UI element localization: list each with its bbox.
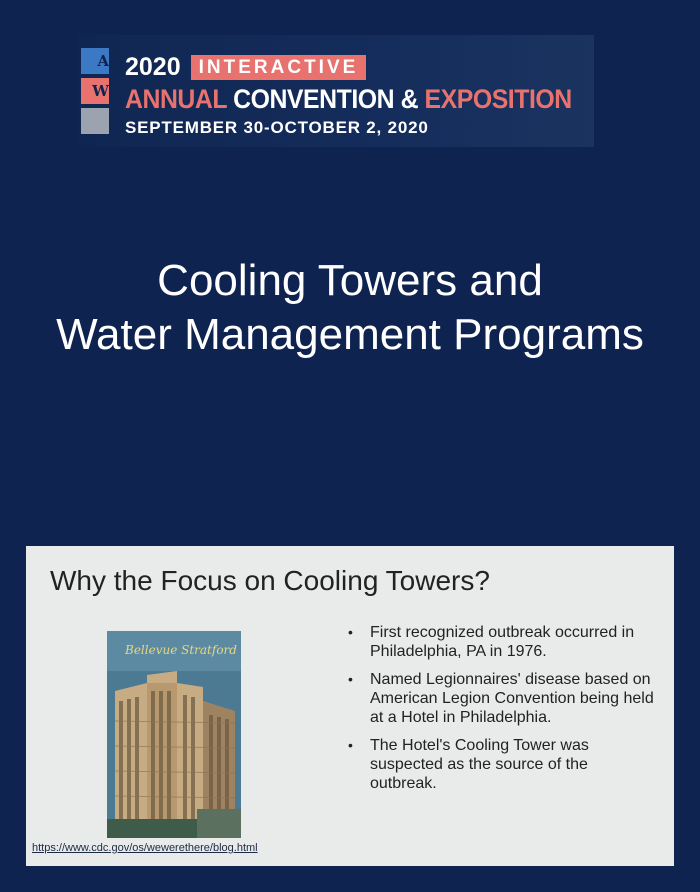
title-line-1: Cooling Towers and: [157, 256, 543, 305]
bullet-item: • First recognized outbreak occurred in Philadelphia, PA in 1976.: [346, 623, 656, 661]
title-line-2: Water Management Programs: [56, 310, 644, 359]
banner-dates: SEPTEMBER 30-OCTOBER 2, 2020: [125, 118, 429, 137]
presentation-title: [0, 254, 700, 362]
banner-tag: INTERACTIVE: [191, 55, 367, 80]
headline-part-1: ANNUAL: [125, 84, 227, 114]
hotel-illustration: [107, 631, 241, 838]
headline-part-3: EXPOSITION: [424, 84, 572, 114]
slide-preview: [26, 546, 674, 866]
bullet-item: • The Hotel's Cooling Tower was suspected as the source of the outbreak.: [346, 736, 656, 793]
logo-block-w: W: [81, 78, 109, 104]
convention-banner: [78, 35, 594, 147]
banner-text: [125, 53, 611, 138]
logo-block-a: A: [81, 48, 109, 74]
hotel-photo: [107, 631, 241, 838]
banner-headline: [125, 84, 572, 115]
slide-heading: Why the Focus on Cooling Towers?: [50, 565, 490, 596]
bullet-list: [346, 623, 656, 802]
association-logo: [81, 48, 109, 136]
banner-year: 2020: [125, 52, 181, 81]
logo-block-image: [81, 108, 109, 134]
source-link[interactable]: https://www.cdc.gov/os/wewerethere/blog.html: [32, 842, 258, 854]
bullet-item: • Named Legionnaires' disease based on American Legion Convention being held at a Hotel in Philadelphia.: [346, 670, 656, 727]
photo-sign-text: Bellevue Stratford: [125, 643, 237, 657]
headline-part-2: CONVENTION &: [233, 84, 419, 114]
